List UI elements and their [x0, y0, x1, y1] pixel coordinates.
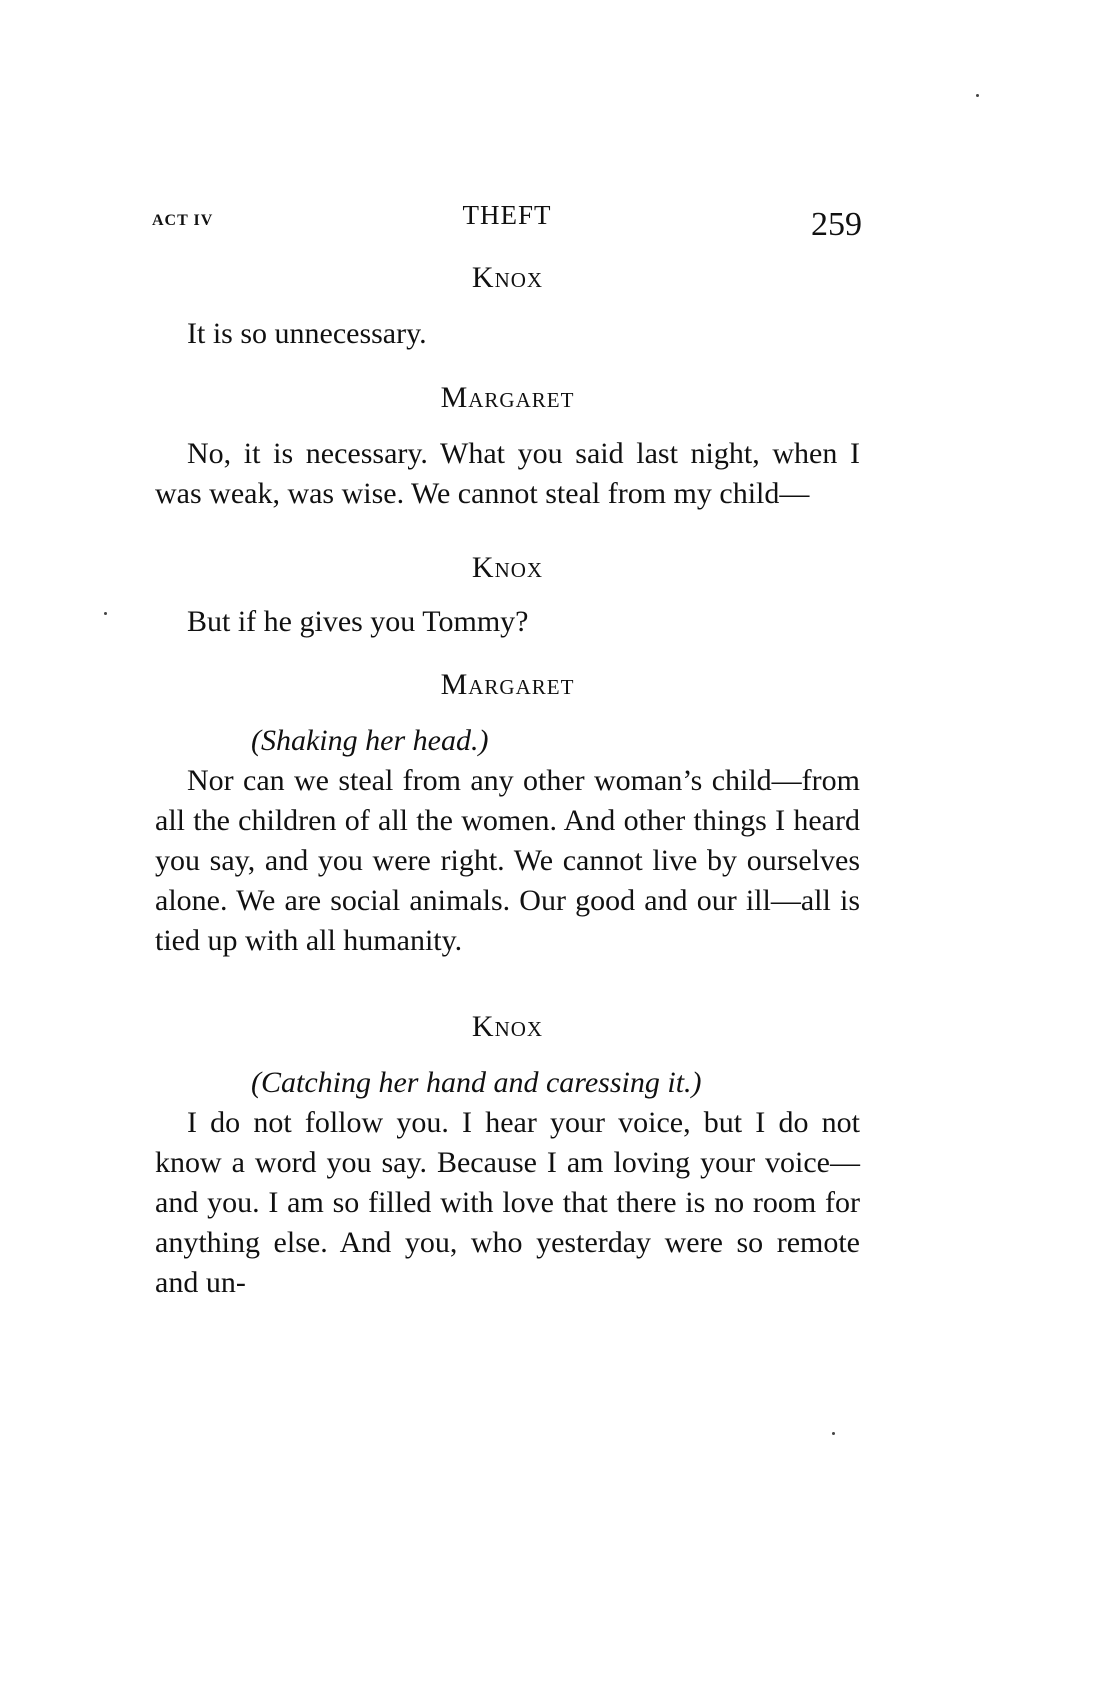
speech-text: But if he gives you Tommy? — [187, 605, 529, 638]
speaker-name: Margaret — [440, 668, 575, 701]
scan-speck — [832, 1432, 835, 1435]
dialogue-block-3 — [155, 548, 860, 642]
speech-text: Nor can we steal from any other woman’s child—from all the children of all the women. And other things I heard you say, and you were right. We cannot live by ourselves alone. We are social animals. Our good and our ill—all is tied up with all humanity. — [155, 764, 860, 957]
speaker-name: Knox — [471, 1010, 544, 1043]
speech-text: It is so unnecessary. — [187, 317, 427, 350]
stage-direction: (Shaking her head.) — [251, 724, 489, 757]
page-number: 259 — [811, 206, 862, 243]
dialogue-block-1 — [155, 258, 860, 354]
speech-text: I do not follow you. I hear your voice, but I do not know a word you say. Because I am loving your voice—and you. I am so filled with love that there is no room for anything else. And you, who yesterday were so remote and un- — [155, 1106, 860, 1299]
act-label: ACT IV — [152, 212, 214, 229]
scan-speck — [104, 612, 107, 615]
scan-speck — [976, 94, 979, 97]
stage-direction: (Catching her hand and caressing it.) — [251, 1066, 702, 1099]
speech-text: No, it is necessary. What you said last night, when I was weak, was wise. We cannot steal from my child— — [155, 437, 860, 510]
speaker-name: Knox — [471, 261, 544, 294]
speaker-name: Margaret — [440, 381, 575, 414]
dialogue-block-2 — [155, 378, 860, 514]
dialogue-block-5 — [155, 1007, 860, 1303]
speaker-name: Knox — [471, 551, 544, 584]
page-title: THEFT — [462, 200, 552, 230]
running-head — [152, 200, 862, 244]
dialogue-block-4 — [155, 665, 860, 961]
